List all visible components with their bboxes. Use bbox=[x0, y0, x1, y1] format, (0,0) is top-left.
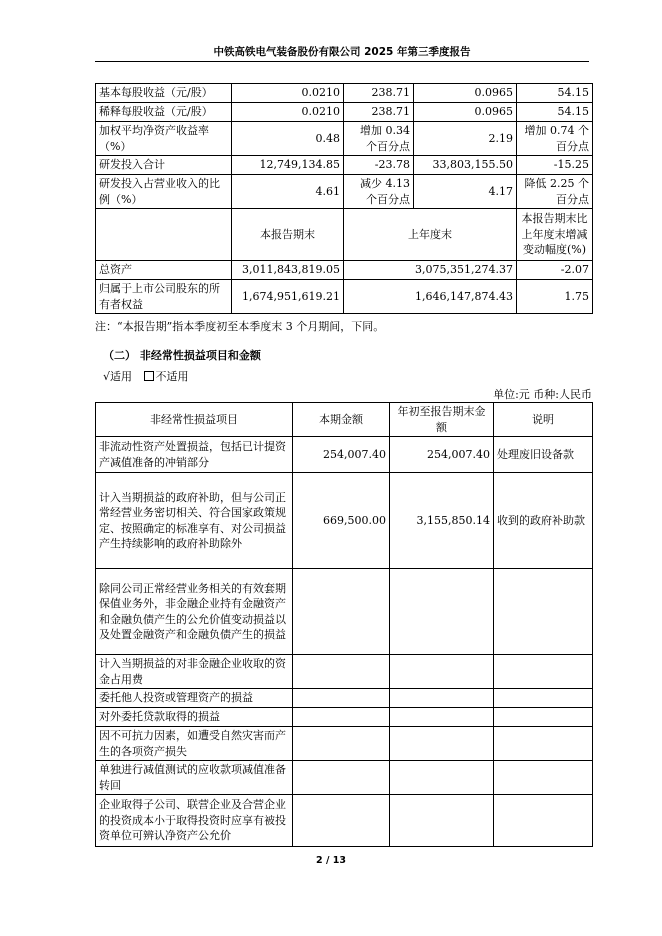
column-header: 上年度末 bbox=[344, 209, 517, 261]
checkbox-icon bbox=[144, 371, 154, 381]
table-cell: 对外委托贷款取得的损益 bbox=[96, 708, 293, 727]
table-cell bbox=[494, 761, 593, 795]
table-cell bbox=[494, 655, 593, 689]
table-cell: 54.15 bbox=[517, 103, 593, 122]
table-row bbox=[96, 156, 593, 175]
table-cell: 委托他人投资或管理资产的损益 bbox=[96, 689, 293, 708]
table-row bbox=[96, 569, 593, 655]
table-cell bbox=[494, 727, 593, 761]
table-cell: 收到的政府补助款 bbox=[494, 473, 593, 569]
table-cell: 12,749,134.85 bbox=[232, 156, 344, 175]
table-cell: 总资产 bbox=[96, 261, 232, 280]
non-recurring-items-table bbox=[95, 402, 593, 847]
table-cell: 研发投入占营业收入的比例（%） bbox=[96, 175, 232, 209]
table-cell: 基本每股收益（元/股） bbox=[96, 84, 232, 103]
table-cell: 单独进行减值测试的应收款项减值准备转回 bbox=[96, 761, 293, 795]
table-cell bbox=[293, 795, 390, 847]
column-header: 本报告期末比上年度末增减变动幅度(%) bbox=[517, 209, 593, 261]
table-cell: 238.71 bbox=[344, 84, 414, 103]
table-cell bbox=[390, 795, 494, 847]
table-cell: 稀释每股收益（元/股） bbox=[96, 103, 232, 122]
table-header-row bbox=[96, 403, 593, 437]
table-cell: 1,674,951,619.21 bbox=[232, 280, 344, 314]
table-cell: -15.25 bbox=[517, 156, 593, 175]
table-cell: 处理废旧设备款 bbox=[494, 437, 593, 473]
table-row bbox=[96, 103, 593, 122]
applicability-options bbox=[103, 368, 189, 384]
table-cell: 0.0210 bbox=[232, 103, 344, 122]
table-cell bbox=[293, 689, 390, 708]
page-number: 2 / 13 bbox=[316, 855, 346, 866]
table-cell: 降低 2.25 个百分点 bbox=[517, 175, 593, 209]
table-cell bbox=[494, 708, 593, 727]
table-cell: 因不可抗力因素，如遭受自然灾害而产生的各项资产损失 bbox=[96, 727, 293, 761]
table-cell: 归属于上市公司股东的所有者权益 bbox=[96, 280, 232, 314]
table-row bbox=[96, 655, 593, 689]
table-row bbox=[96, 261, 593, 280]
table-cell: 1.75 bbox=[517, 280, 593, 314]
applicable-option: √适用 bbox=[103, 370, 133, 383]
table-cell bbox=[494, 569, 593, 655]
table-row bbox=[96, 84, 593, 103]
column-header: 本报告期末 bbox=[232, 209, 344, 261]
table-cell: 除同公司正常经营业务相关的有效套期保值业务外，非金融企业持有金融资产和金融负债产生的公允价值变动损益以及处置金融资产和金融负债产生的损益 bbox=[96, 569, 293, 655]
column-header: 年初至报告期末金额 bbox=[390, 403, 494, 437]
table-cell: 0.0965 bbox=[414, 84, 517, 103]
table-cell: 1,646,147,874.43 bbox=[344, 280, 517, 314]
table-cell bbox=[293, 569, 390, 655]
table-cell bbox=[390, 569, 494, 655]
table-cell bbox=[293, 708, 390, 727]
column-header: 说明 bbox=[494, 403, 593, 437]
table-row bbox=[96, 122, 593, 156]
table-cell: 增加 0.74 个百分点 bbox=[517, 122, 593, 156]
column-header: 本期金额 bbox=[293, 403, 390, 437]
table-cell bbox=[390, 708, 494, 727]
header-rule bbox=[95, 61, 589, 62]
table-cell: 669,500.00 bbox=[293, 473, 390, 569]
table-cell: 4.17 bbox=[414, 175, 517, 209]
report-header: 中铁高铁电气装备股份有限公司 2025 年第三季度报告 bbox=[213, 46, 471, 58]
table-cell: 企业取得子公司、联营企业及合营企业的投资成本小于取得投资时应享有被投资单位可辨认净资产公允价 bbox=[96, 795, 293, 847]
table-row bbox=[96, 437, 593, 473]
table-cell bbox=[494, 795, 593, 847]
table-row bbox=[96, 280, 593, 314]
table-cell: 3,011,843,819.05 bbox=[232, 261, 344, 280]
table-cell: 增加 0.34 个百分点 bbox=[344, 122, 414, 156]
table-row bbox=[96, 795, 593, 847]
table-row bbox=[96, 708, 593, 727]
table-cell: 0.48 bbox=[232, 122, 344, 156]
table-cell: -2.07 bbox=[517, 261, 593, 280]
table-cell: 3,075,351,274.37 bbox=[344, 261, 517, 280]
table-cell bbox=[96, 209, 232, 261]
table-cell: 计入当期损益的对非金融企业收取的资金占用费 bbox=[96, 655, 293, 689]
table-cell bbox=[494, 689, 593, 708]
table-cell: 非流动性资产处置损益，包括已计提资产减值准备的冲销部分 bbox=[96, 437, 293, 473]
table-cell bbox=[390, 689, 494, 708]
table-cell bbox=[293, 655, 390, 689]
table-cell bbox=[390, 761, 494, 795]
table-note: 注：“本报告期”指本季度初至本季度末 3 个月期间，下同。 bbox=[95, 320, 385, 333]
section-title: （二） 非经常性损益项目和金额 bbox=[103, 349, 261, 362]
financial-indicators-table bbox=[95, 83, 593, 314]
not-applicable-option: 不适用 bbox=[155, 370, 189, 383]
table-cell bbox=[293, 727, 390, 761]
table-cell: -23.78 bbox=[344, 156, 414, 175]
table-row bbox=[96, 689, 593, 708]
table-cell: 33,803,155.50 bbox=[414, 156, 517, 175]
table-row bbox=[96, 727, 593, 761]
table-cell: 加权平均净资产收益率（%） bbox=[96, 122, 232, 156]
table-cell: 研发投入合计 bbox=[96, 156, 232, 175]
table-cell: 254,007.40 bbox=[293, 437, 390, 473]
table-subheader-row bbox=[96, 209, 593, 261]
table-row bbox=[96, 175, 593, 209]
unit-currency-label: 单位:元 币种:人民币 bbox=[493, 388, 592, 401]
table-cell: 4.61 bbox=[232, 175, 344, 209]
table-cell: 238.71 bbox=[344, 103, 414, 122]
table-cell bbox=[390, 727, 494, 761]
table-row bbox=[96, 473, 593, 569]
column-header: 非经常性损益项目 bbox=[96, 403, 293, 437]
table-row bbox=[96, 761, 593, 795]
table-cell: 计入当期损益的政府补助，但与公司正常经营业务密切相关、符合国家政策规定、按照确定的标准享有、对公司损益产生持续影响的政府补助除外 bbox=[96, 473, 293, 569]
table-cell bbox=[390, 655, 494, 689]
table-cell: 2.19 bbox=[414, 122, 517, 156]
table-cell bbox=[293, 761, 390, 795]
table-cell: 0.0965 bbox=[414, 103, 517, 122]
table-cell: 减少 4.13 个百分点 bbox=[344, 175, 414, 209]
table-cell: 54.15 bbox=[517, 84, 593, 103]
table-cell: 254,007.40 bbox=[390, 437, 494, 473]
table-cell: 3,155,850.14 bbox=[390, 473, 494, 569]
table-cell: 0.0210 bbox=[232, 84, 344, 103]
